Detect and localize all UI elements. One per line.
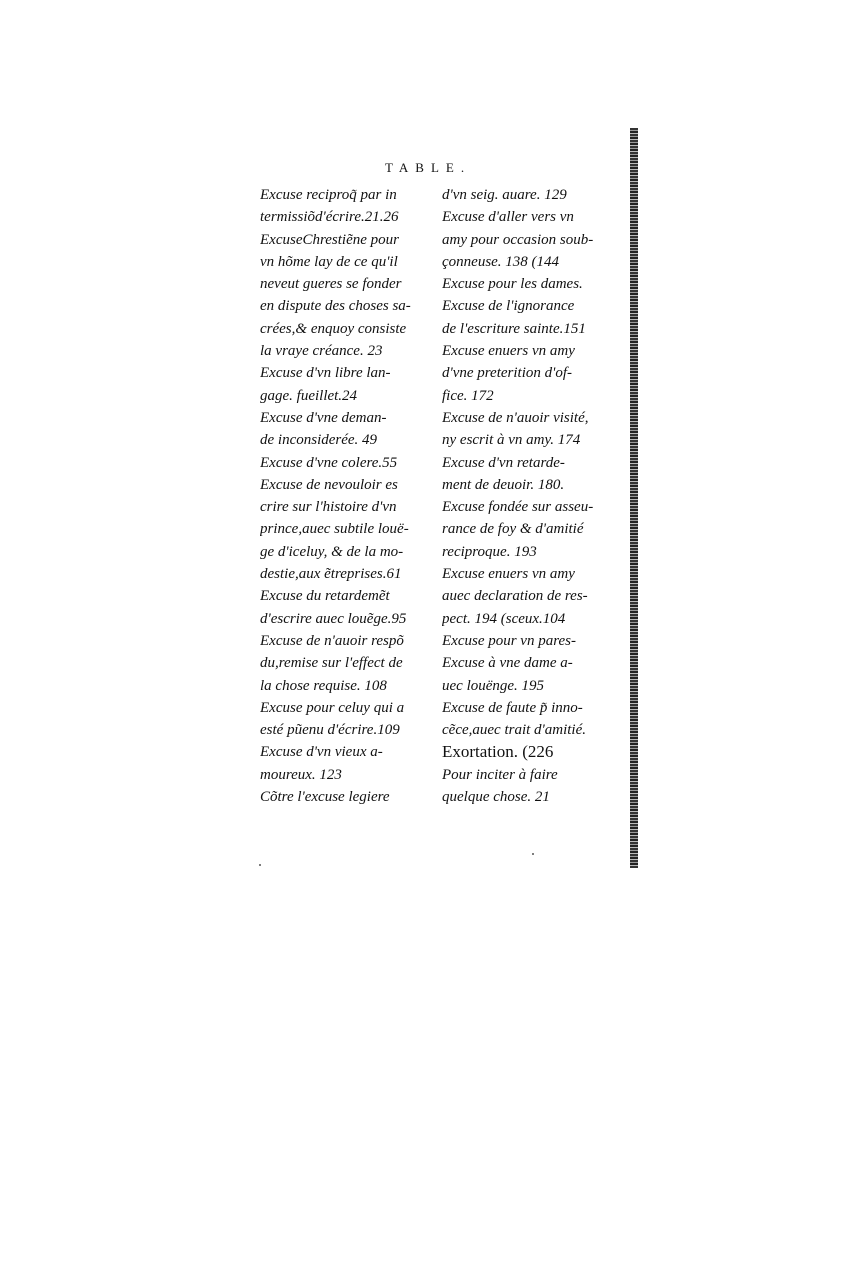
left-index-line: vn hõme lay de ce qu'il (260, 253, 398, 270)
left-index-line: en dispute des choses sa- (260, 298, 411, 315)
left-index-line: Excuse de nevouloir es (260, 476, 398, 493)
left-index-line: de inconsiderée. 49 (260, 432, 378, 449)
index-column-right (442, 184, 618, 808)
left-index-line: moureux. 123 (260, 766, 342, 783)
right-index-line: fice. 172 (442, 387, 494, 404)
left-index-line: termissiõd'écrire.21.26 (260, 209, 399, 226)
right-index-line: Excuse de faute p̃ inno- (442, 699, 583, 716)
index-column-left (260, 184, 436, 808)
right-index-line: uec louënge. 195 (442, 677, 545, 694)
right-index-line: quelque chose. 21 (442, 789, 550, 806)
left-index-line: esté pũenu d'écrire.109 (260, 722, 400, 739)
left-index-line: destie,aux ẽtreprises.61 (260, 566, 402, 583)
right-index-line: d'vn seig. auare. 129 (442, 187, 567, 203)
left-index-line: Excuse d'vne colere.55 (260, 454, 398, 471)
left-index-line: la vraye créance. 23 (260, 343, 383, 360)
left-index-line: Excuse pour celuy qui a (260, 699, 405, 716)
left-index-line: Excuse d'vne deman- (260, 409, 387, 426)
right-index-line: rance de foy & d'amitié (442, 521, 584, 538)
right-index-line: Excuse de n'auoir visité, (442, 409, 589, 426)
left-index-line: crire sur l'histoire d'vn (260, 499, 397, 516)
running-header: TABLE. (385, 160, 472, 175)
right-index-line: Excuse pour vn pares- (442, 632, 576, 649)
left-index-line: Excuse de n'auoir respõ (260, 632, 404, 649)
left-index-line: gage. fueillet.24 (260, 387, 358, 404)
right-index-line: de l'escriture sainte.151 (442, 320, 586, 337)
right-index-line: Excuse pour les dames. (442, 276, 583, 293)
right-index-line: çonneuse. 138 (144 (442, 253, 560, 270)
left-index-line: Excuse d'vn vieux a- (260, 744, 383, 761)
right-index-line: Excuse de l'ignorance (442, 298, 575, 315)
right-index-line: amy pour occasion soub- (442, 231, 594, 248)
right-index-line: Excuse enuers vn amy (442, 566, 575, 583)
right-index-line: pect. 194 (sceux.104 (442, 610, 566, 627)
left-index-line: ge d'iceluy, & de la mo- (260, 543, 404, 560)
speck (259, 864, 261, 866)
left-index-line: neveut gueres se fonder (260, 276, 402, 293)
left-index-line: Cõtre l'excuse legiere (260, 789, 390, 806)
left-index-line: Excuse d'vn libre lan- (260, 365, 391, 382)
right-index-line: reciproque. 193 (442, 543, 537, 560)
right-index-line: cẽce,auec trait d'amitié. (442, 722, 586, 739)
right-index-line: d'vne preterition d'of- (442, 365, 572, 382)
page-edge (630, 128, 638, 868)
right-index-line: Exortation. (226 (442, 742, 554, 762)
right-index-line: Excuse à vne dame a- (442, 655, 573, 672)
left-index-line: prince,auec subtile louë- (260, 521, 409, 538)
left-index-line: la chose requise. 108 (260, 677, 387, 694)
right-index-line: ny escrit à vn amy. 174 (442, 432, 581, 449)
speck (532, 853, 534, 855)
right-index-line: Excuse d'vn retarde- (442, 454, 565, 471)
left-index-line: ExcuseChrestiẽne pour (260, 231, 399, 248)
right-index-line: Excuse enuers vn amy (442, 343, 575, 360)
right-index-line: Excuse d'aller vers vn (442, 209, 574, 226)
right-index-line: Excuse fondée sur asseu- (442, 499, 594, 516)
left-index-line: du,remise sur l'effect de (260, 655, 403, 672)
left-index-line: d'escrire auec louẽge.95 (260, 610, 407, 627)
left-index-line: crées,& enquoy consiste (260, 320, 407, 337)
left-index-line: Excuse reciproq̃ par in (260, 187, 397, 203)
left-index-line: Excuse du retardemẽt (260, 588, 390, 605)
right-index-line: auec declaration de res- (442, 588, 588, 605)
right-index-line: ment de deuoir. 180. (442, 476, 565, 493)
right-index-line: Pour inciter à faire (442, 766, 558, 783)
